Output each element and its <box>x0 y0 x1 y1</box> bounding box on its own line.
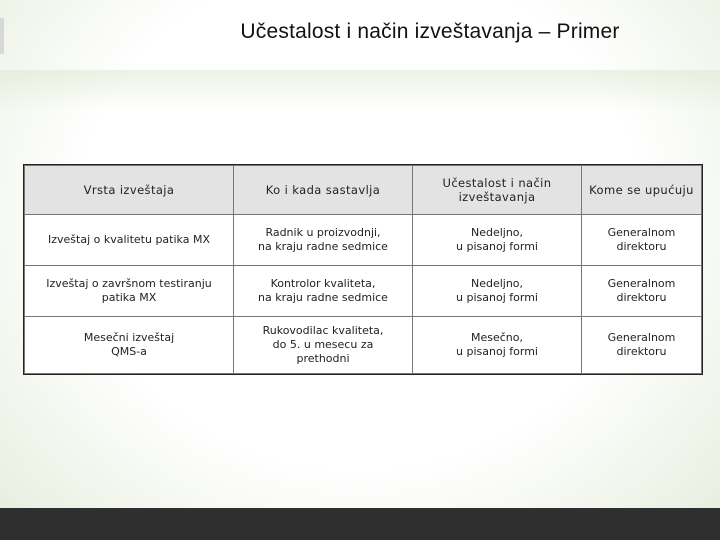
table-cell: Generalnom direktoru <box>582 317 702 374</box>
table-cell: Izveštaj o kvalitetu patika MX <box>25 215 234 266</box>
slide-title: Učestalost i način izveštavanja – Primer <box>240 20 620 43</box>
table-cell: Nedeljno, u pisanoj formi <box>413 266 582 317</box>
report-table <box>23 164 703 375</box>
table-cell: Rukovodilac kvaliteta, do 5. u mesecu za prethodni <box>234 317 413 374</box>
column-header: Ko i kada sastavlja <box>234 166 413 215</box>
table-row <box>25 266 702 317</box>
table-cell: Generalnom direktoru <box>582 215 702 266</box>
table-header-row <box>25 166 702 215</box>
column-header: Kome se upućuju <box>582 166 702 215</box>
table-row <box>25 215 702 266</box>
table-cell: Izveštaj o završnom testiranju patika MX <box>25 266 234 317</box>
table-cell: Mesečno, u pisanoj formi <box>413 317 582 374</box>
table-cell: Nedeljno, u pisanoj formi <box>413 215 582 266</box>
table-cell: Kontrolor kvaliteta, na kraju radne sedmice <box>234 266 413 317</box>
left-edge-mark <box>0 18 4 54</box>
decorative-stripe <box>0 70 720 110</box>
table-cell: Mesečni izveštaj QMS-a <box>25 317 234 374</box>
column-header: Vrsta izveštaja <box>25 166 234 215</box>
table-cell: Generalnom direktoru <box>582 266 702 317</box>
column-header: Učestalost i način izveštavanja <box>413 166 582 215</box>
table-row <box>25 317 702 374</box>
table-cell: Radnik u proizvodnji, na kraju radne sedmice <box>234 215 413 266</box>
footer-bar <box>0 508 720 540</box>
